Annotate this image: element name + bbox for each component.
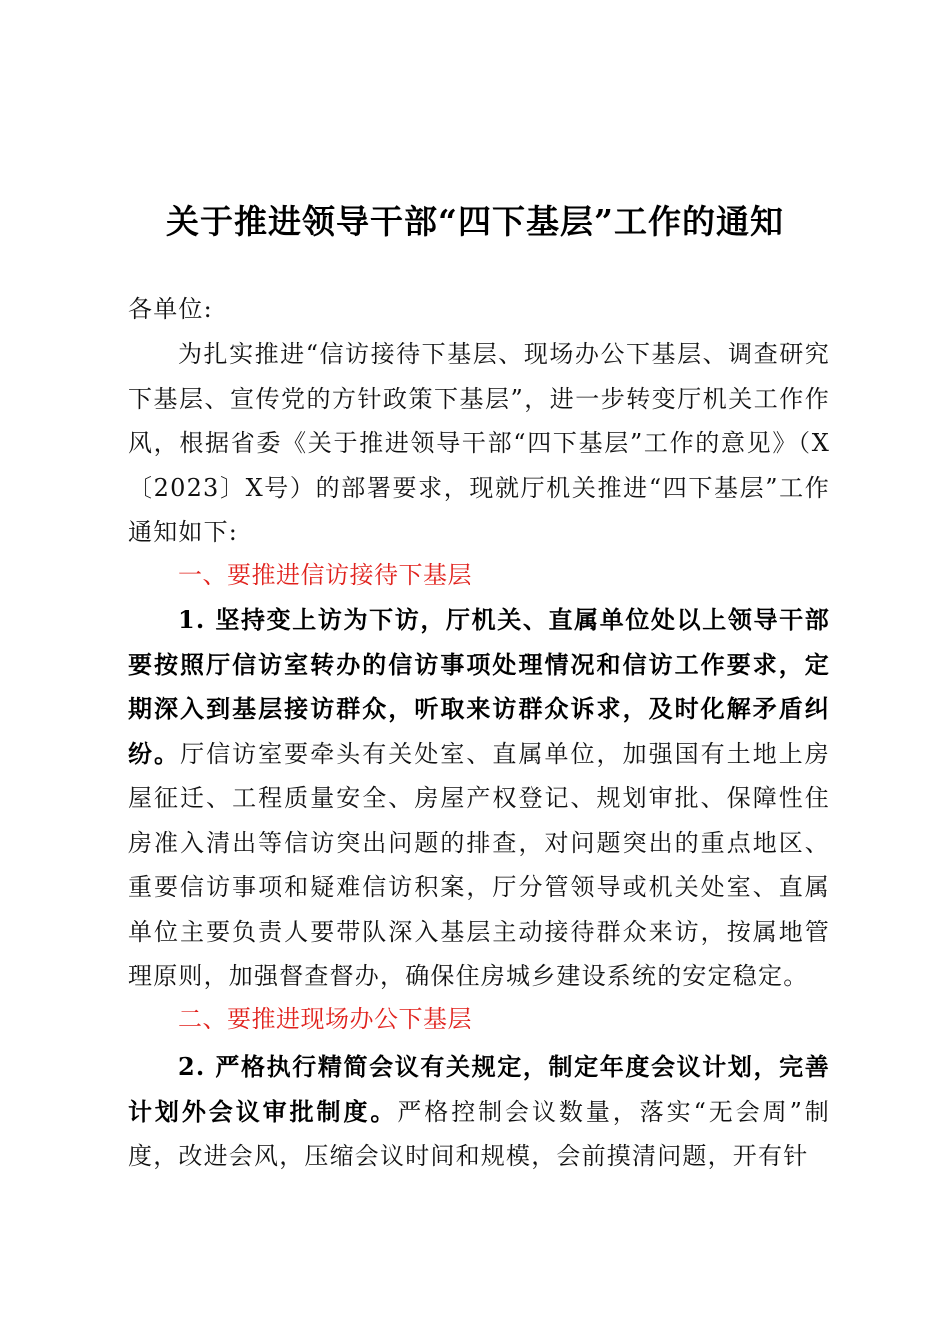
section-2-item-bold: 2. 严格执行精简会议有关规定，制定年度会议计划，完善计划外会议审批制度。 [128, 1052, 830, 1126]
section-1-item-text: 厅信访室要牵头有关处室、直属单位，加强国有土地上房屋征迁、工程质量安全、房屋产权登记、规划审批、保障性住房准入清出等信访突出问题的排查，对问题突出的重点地区、重要信访事项和疑难信访积案，厅分管领导或机关处室、直属单位主要负责人要带队深入基层主动接待群众来访，按属地管理原则，加强督查督办，确保住房城乡建设系统的安定稳定。 [128, 739, 830, 990]
section-heading-2: 二、要推进现场办公下基层 [178, 1005, 472, 1033]
section-2-paragraph [128, 1045, 830, 1179]
section-1-paragraph [128, 598, 830, 999]
section-1-item-bold: 1. 坚持变上访为下访，厅机关、直属单位处以上领导干部要按照厅信访室转办的信访事项处理情况和信访工作要求，定期深入到基层接访群众，听取来访群众诉求，及时化解矛盾纠纷。 [128, 605, 830, 768]
document-title: 关于推进领导干部“四下基层”工作的通知 [166, 202, 784, 241]
section-2-item-text: 严格控制会议数量，落实“无会周”制度，改进会风，压缩会议时间和规模，会前摸清问题，开有针 [128, 1097, 830, 1170]
intro-paragraph: 为扎实推进“信访接待下基层、现场办公下基层、调查研究下基层、宣传党的方针政策下基层”，进一步转变厅机关工作作风，根据省委《关于推进领导干部“四下基层”工作的意见》（X〔2023〕X号）的部署要求，现就厅机关推进“四下基层”工作通知如下: [128, 340, 830, 546]
section-heading-1: 一、要推进信访接待下基层 [178, 561, 472, 589]
salutation: 各单位: [128, 295, 213, 323]
